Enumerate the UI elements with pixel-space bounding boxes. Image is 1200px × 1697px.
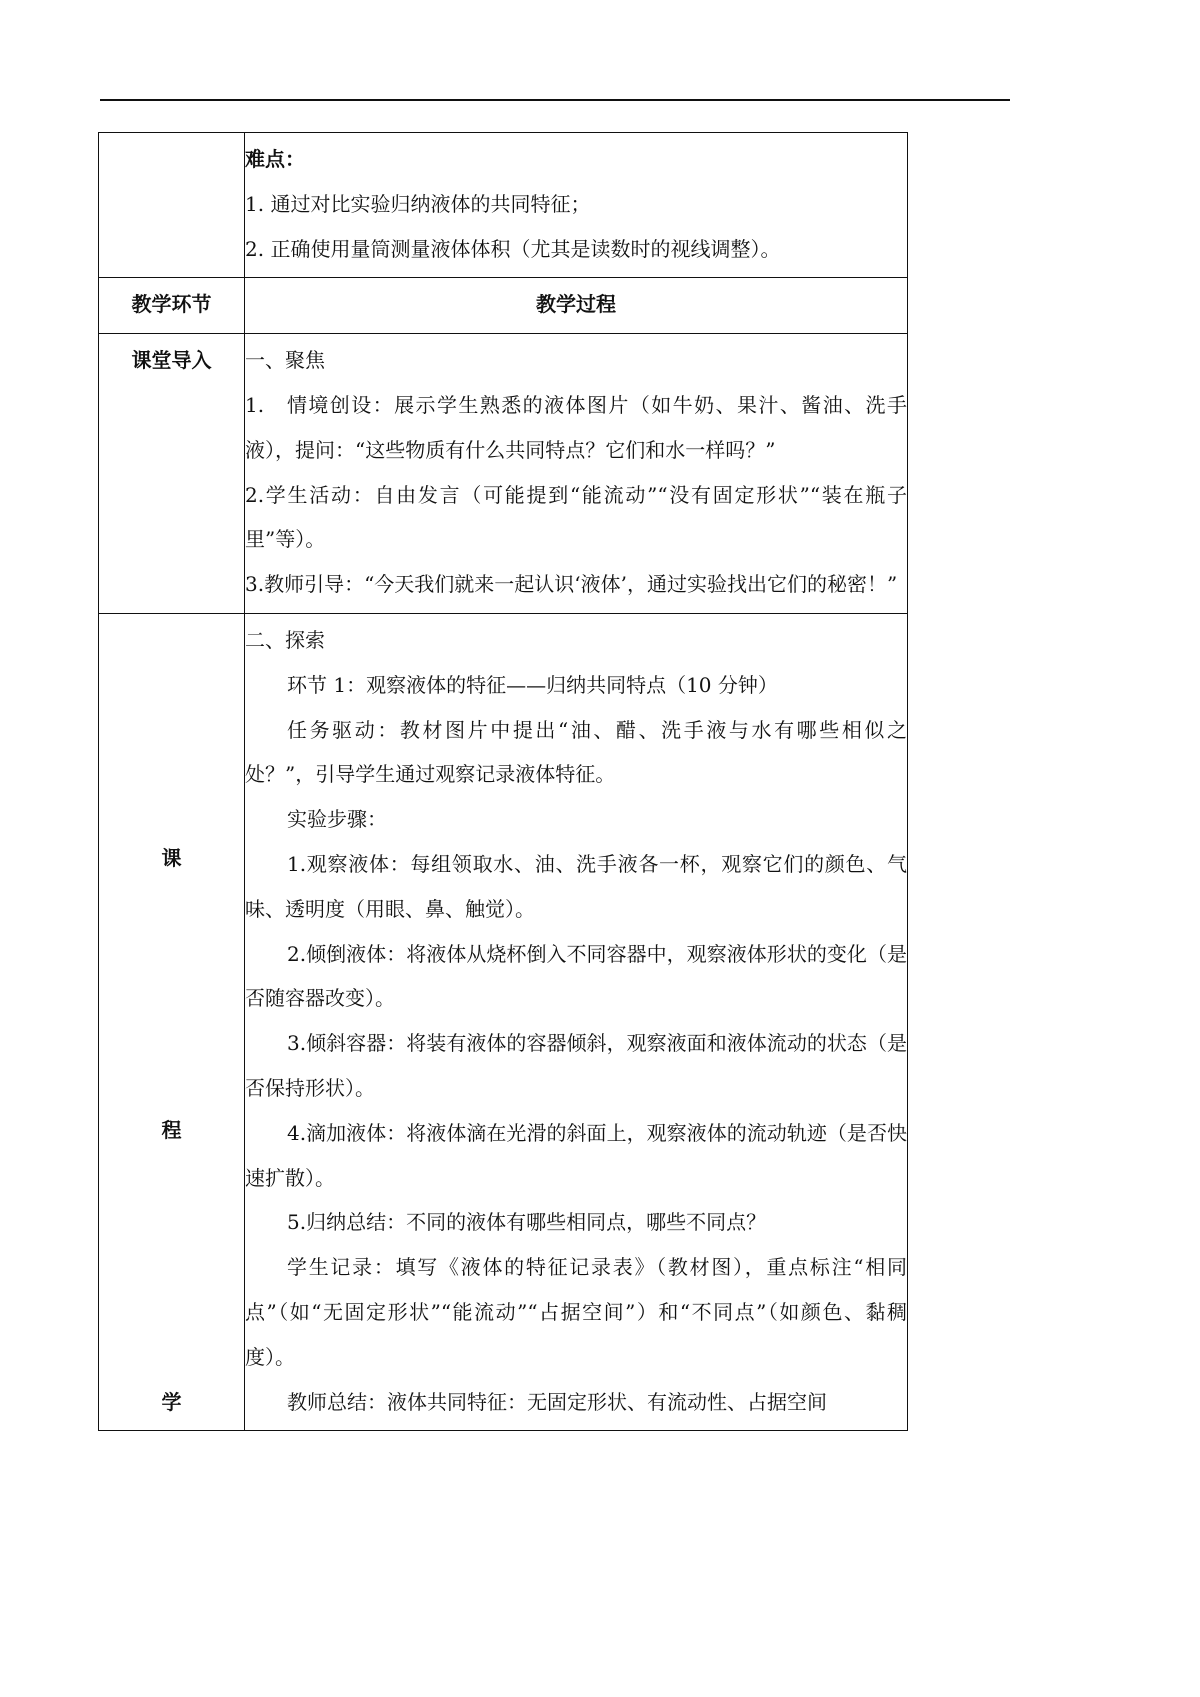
- table-header-row: [99, 278, 908, 334]
- process-summary: 教师总结：液体共同特征：无固定形状、有流动性、占据空间: [287, 1389, 827, 1414]
- process-step: 3.倾斜容器：将装有液体的容器倾斜，观察液面和液体流动的状态（是否保持形状）。: [245, 1031, 907, 1100]
- intro-paragraph: 2.学生活动：自由发言（可能提到“能流动”“没有固定形状”“装在瓶子里”等）。: [245, 482, 907, 552]
- process-heading: 二、探索: [245, 627, 325, 652]
- process-task: 任务驱动：教材图片中提出“油、醋、洗手液与水有哪些相似之处？”，引导学生通过观察记录液体特征。: [245, 717, 907, 787]
- intro-paragraph: 1. 情境创设：展示学生熟悉的液体图片（如牛奶、果汁、酱油、洗手液），提问：“这些物质有什么共同特点？它们和水一样吗？”: [245, 392, 907, 462]
- process-cell: [245, 613, 908, 1430]
- difficulty-label-cell: [99, 133, 245, 278]
- process-record: 学生记录：填写《液体的特征记录表》（教材图），重点标注“相同点”（如“无固定形状”“能流动”“占据空间”）和“不同点”（如颜色、黏稠度）。: [245, 1255, 907, 1369]
- difficulty-row: [99, 133, 908, 278]
- process-step: 5.归纳总结：不同的液体有哪些相同点，哪些不同点？: [287, 1210, 767, 1235]
- header-teaching-process: 教学过程: [245, 278, 908, 334]
- process-step: 1.观察液体：每组领取水、油、洗手液各一杯，观察它们的颜色、气味、透明度（用眼、鼻、触觉）。: [245, 851, 907, 921]
- intro-heading: 一、聚焦: [245, 348, 325, 373]
- process-row: [99, 613, 908, 1430]
- process-steps-title: 实验步骤：: [287, 807, 387, 832]
- difficulty-item: 2. 正确使用量筒测量液体体积（尤其是读数时的视线调整）。: [245, 236, 781, 261]
- process-label-cell: [99, 613, 245, 1430]
- process-label-char: 学: [161, 1389, 182, 1414]
- header-rule: [100, 99, 1010, 101]
- lesson-plan-table: [98, 132, 908, 1431]
- process-label-char: 程: [161, 1117, 182, 1142]
- header-teaching-stage: 教学环节: [99, 278, 245, 334]
- intro-paragraph: 3.教师引导：“今天我们就来一起认识‘液体’，通过实验找出它们的秘密！”: [245, 572, 898, 597]
- process-label-char: 课: [161, 845, 182, 870]
- intro-label: 课堂导入: [99, 334, 245, 614]
- process-section-title: 环节 1：观察液体的特征——归纳共同特点（10 分钟）: [287, 672, 778, 697]
- difficulty-cell: [245, 133, 908, 278]
- difficulty-item: 1. 通过对比实验归纳液体的共同特征；: [245, 191, 591, 216]
- process-step: 2.倾倒液体：将液体从烧杯倒入不同容器中，观察液体形状的变化（是否随容器改变）。: [245, 941, 907, 1011]
- intro-row: [99, 334, 908, 614]
- process-step: 4.滴加液体：将液体滴在光滑的斜面上，观察液体的流动轨迹（是否快速扩散）。: [245, 1120, 907, 1190]
- difficulty-heading: 难点：: [245, 147, 305, 171]
- intro-cell: [245, 334, 908, 614]
